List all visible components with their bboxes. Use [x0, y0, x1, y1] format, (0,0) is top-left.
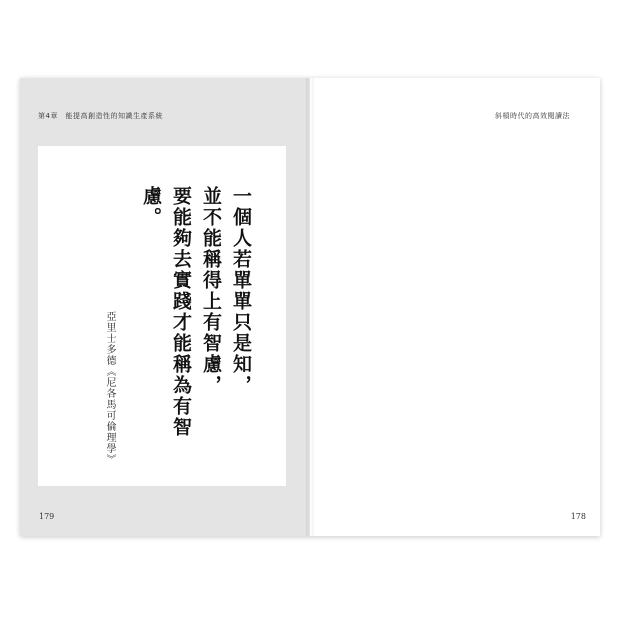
quote-line: 要能夠去實踐才能稱為有智慮。	[140, 186, 192, 438]
left-page	[20, 78, 310, 536]
quote	[136, 186, 256, 456]
book-spread	[20, 78, 600, 536]
running-head: 斜槓時代的高效閱讀法	[495, 112, 570, 120]
page-number: 178	[570, 512, 586, 521]
book-gutter	[306, 78, 314, 536]
quote-attribution: 亞里士多德《尼各馬可倫理學》	[104, 311, 115, 465]
page-number: 179	[39, 512, 55, 521]
quote-line: 並不能稱得上有智慮，	[200, 186, 222, 396]
quote-card	[38, 146, 286, 486]
running-head: 第4章 能提高創造性的知識生產系統	[38, 112, 163, 120]
quote-line: 一個人若單單只是知，	[230, 186, 252, 396]
right-page	[310, 78, 600, 536]
